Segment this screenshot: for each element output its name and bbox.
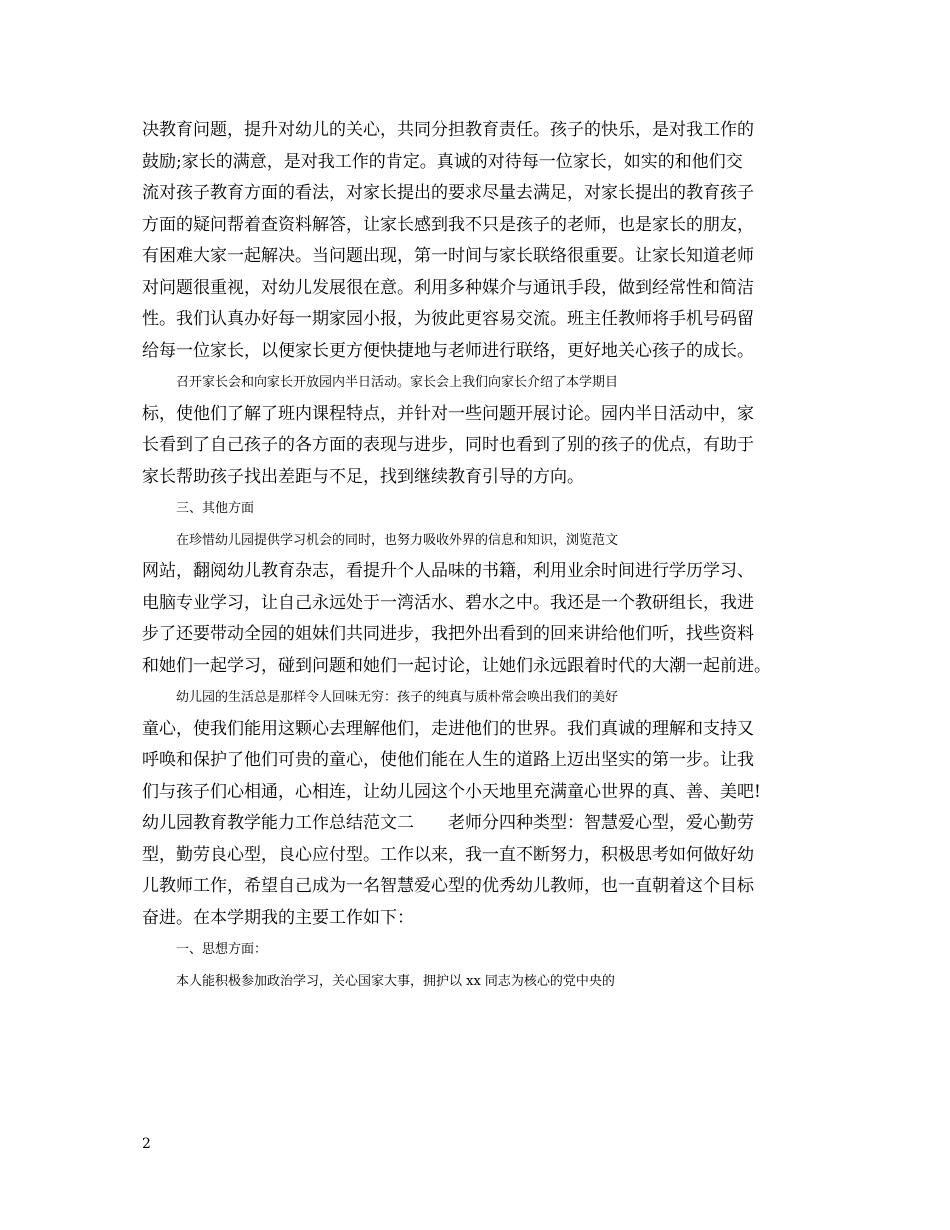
text-line: 儿教师工作，希望自己成为一名智慧爱心型的优秀幼儿教师，也一直朝着这个目标 bbox=[142, 876, 754, 896]
text-line: 三、其他方面 bbox=[176, 501, 255, 516]
text-line: 决教育问题，提升对幼儿的关心，共同分担教育责任。孩子的快乐，是对我工作的 bbox=[142, 120, 754, 140]
text-line: 有困难大家一起解决。当问题出现，第一时间与家长联络很重要。让家长知道老师 bbox=[142, 246, 754, 266]
text-line: 电脑专业学习，让自己永远处于一湾活水、碧水之中。我还是一个教研组长，我进 bbox=[142, 592, 754, 613]
text-line: 步了还要带动全园的姐妹们共同进步，我把外出看到的回来讲给他们听，找些资料 bbox=[142, 624, 754, 644]
text-line: 对问题很重视，对幼儿发展很在意。利用多种媒介与通讯手段，做到经常性和简洁 bbox=[142, 277, 754, 298]
text-line: 型，勤劳良心型，良心应付型。工作以来，我一直不断努力，积极思考如何做好幼 bbox=[142, 844, 754, 865]
text-line: 呼唤和保护了他们可贵的童心，使他们能在人生的道路上迈出坚实的第一步。让我 bbox=[142, 750, 754, 770]
text-line: 奋进。在本学期我的主要工作如下： bbox=[142, 907, 414, 928]
text-line: 幼儿园教育教学能力工作总结范文二 老师分四种类型：智慧爱心型，爱心勤劳 bbox=[142, 813, 754, 833]
text-line: 召开家长会和向家长开放园内半日活动。家长会上我们向家长介绍了本学期目 bbox=[176, 375, 619, 390]
text-line: 流对孩子教育方面的看法，对家长提出的要求尽量去满足，对家长提出的教育孩子 bbox=[142, 183, 754, 203]
text-line: 家长帮助孩子找出差距与不足，找到继续教育引导的方向。 bbox=[142, 466, 584, 487]
text-line: 和她们一起学习，碰到问题和她们一起讨论，让她们永远跟着时代的大潮一起前进。 bbox=[142, 655, 771, 676]
text-line: 在珍惜幼儿园提供学习机会的同时，也努力吸收外界的信息和知识，浏览范文 bbox=[176, 532, 619, 548]
page-number: 2 bbox=[142, 1136, 151, 1152]
text-line: 本人能积极参加政治学习，关心国家大事，拥护以 xx 同志为核心的党中央的 bbox=[176, 973, 615, 989]
text-line: 一、思想方面： bbox=[176, 942, 268, 957]
text-line: 们与孩子们心相通，心相连，让幼儿园这个小天地里充满童心世界的真、善、美吧! bbox=[142, 781, 761, 802]
text-line: 方面的疑问帮着查资料解答，让家长感到我不只是孩子的老师，也是家长的朋友， bbox=[142, 214, 754, 235]
text-line: 鼓励;家长的满意，是对我工作的肯定。真诚的对待每一位家长，如实的和他们交 bbox=[142, 151, 743, 172]
text-line: 标，使他们了解了班内课程特点，并针对一些问题开展讨论。园内半日活动中，家 bbox=[142, 403, 754, 424]
text-line: 童心，使我们能用这颗心去理解他们，走进他们的世界。我们真诚的理解和支持又 bbox=[142, 718, 754, 739]
text-line: 给每一位家长，以便家长更方便快捷地与老师进行联络，更好地关心孩子的成长。 bbox=[142, 340, 754, 361]
text-line: 幼儿园的生活总是那样令人回味无穷：孩子的纯真与质朴常会唤出我们的美好 bbox=[176, 690, 619, 705]
text-line: 性。我们认真办好每一期家园小报，为彼此更容易交流。班主任教师将手机号码留 bbox=[142, 309, 754, 329]
text-line: 长看到了自己孩子的各方面的表现与进步，同时也看到了别的孩子的优点，有助于 bbox=[142, 435, 754, 455]
text-line: 网站，翻阅幼儿教育杂志，看提升个人品味的书籍，利用业余时间进行学历学习、 bbox=[142, 561, 754, 581]
document-body bbox=[142, 115, 822, 997]
